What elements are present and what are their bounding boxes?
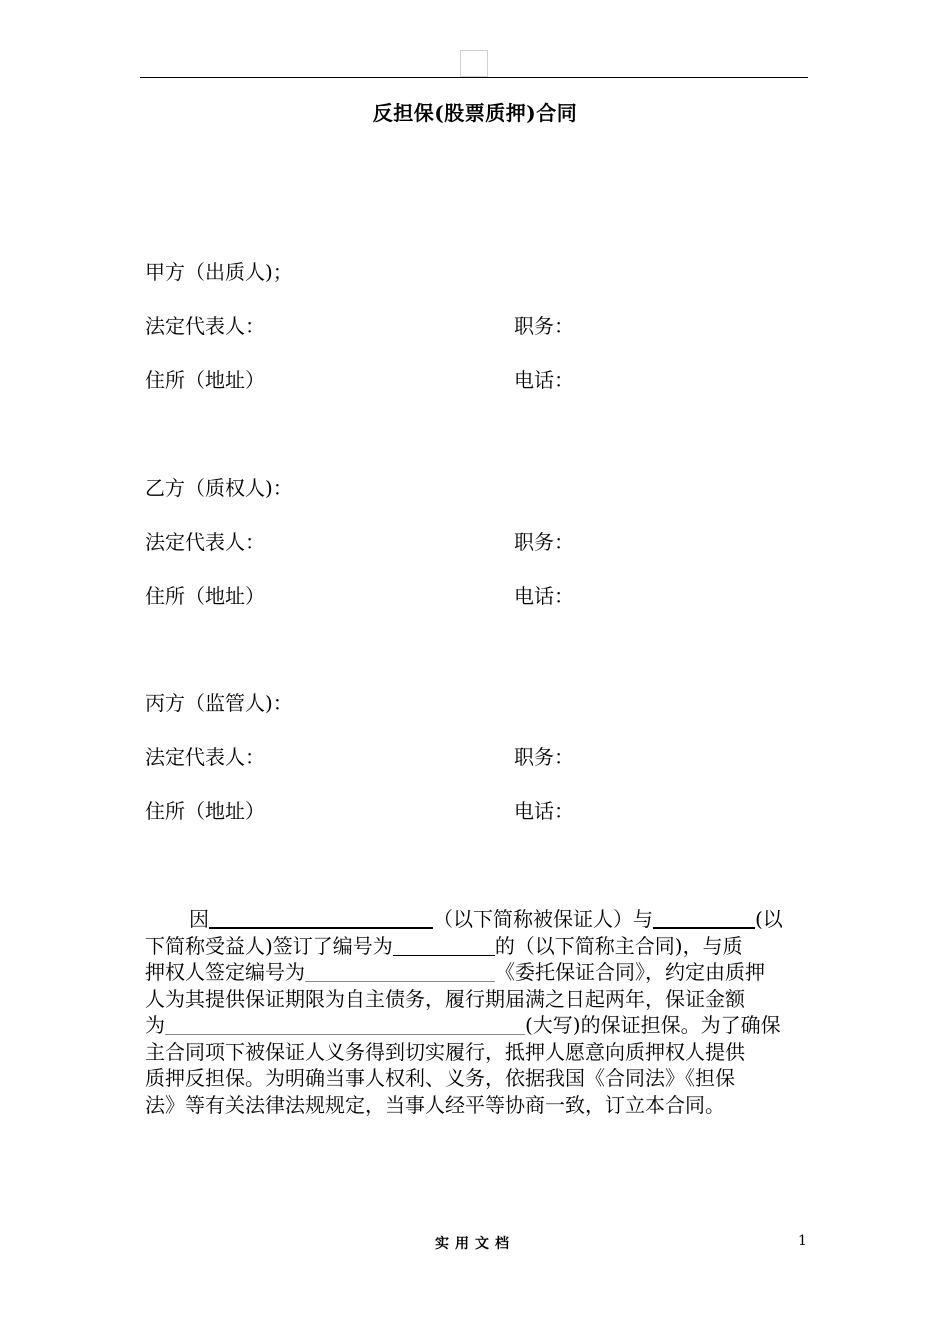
- preamble-text: 因: [189, 907, 209, 931]
- party-b-position-label: 职务：: [514, 530, 574, 554]
- preamble-line-1: [145, 905, 807, 933]
- page-number: 1: [798, 1233, 807, 1249]
- preamble-line-3: [145, 959, 807, 986]
- preamble-line-2: [145, 933, 807, 960]
- party-c-heading: 丙方（监管人)：: [145, 691, 293, 715]
- guarantee-party-blank: [209, 905, 433, 929]
- party-a-phone-label: 电话：: [514, 368, 574, 392]
- party-b-phone-label: 电话：: [514, 584, 574, 608]
- preamble-line-8: 法》等有关法律法规规定，当事人经平等协商一致，订立本合同。: [145, 1092, 725, 1117]
- party-b-heading: 乙方（质权人)：: [145, 476, 293, 500]
- party-c-address-label: 住所（地址）: [145, 799, 265, 823]
- party-c-phone-label: 电话：: [514, 799, 574, 823]
- preamble-text: 的（以下简称主合同)，与质: [494, 933, 743, 958]
- party-a-position-label: 职务：: [514, 314, 574, 338]
- party-b-rep-label: 法定代表人：: [145, 530, 265, 554]
- preamble-line-5: [145, 1012, 807, 1039]
- main-contract-number-blank: [393, 933, 495, 956]
- party-c-position-label: 职务：: [514, 745, 574, 769]
- preamble-line-7: 质押反担保。为明确当事人权利、义务，依据我国《合同法》《担保: [145, 1066, 735, 1090]
- preamble-text: 为: [145, 1013, 165, 1037]
- party-a-address-label: 住所（地址）: [145, 368, 265, 392]
- beneficiary-blank: [653, 905, 755, 929]
- header-placeholder-box: [460, 50, 488, 77]
- preamble-paragraph: [145, 905, 807, 1118]
- party-c-rep-label: 法定代表人：: [145, 745, 265, 769]
- guarantee-amount-blank: [165, 1012, 525, 1035]
- party-a-rep-label: 法定代表人：: [145, 314, 265, 338]
- preamble-line-6: 主合同项下被保证人义务得到切实履行，抵押人愿意向质押权人提供: [145, 1039, 745, 1064]
- document-title: 反担保(股票质押)合同: [372, 101, 578, 125]
- preamble-text: (以: [755, 907, 783, 931]
- preamble-text: (大写)的保证担保。为了确保: [525, 1013, 781, 1037]
- preamble-text: （以下简称被保证人）与: [433, 907, 653, 931]
- preamble-text: 押权人签定编号为: [145, 960, 305, 984]
- entrust-contract-number-blank: [305, 959, 495, 982]
- header-rule: [140, 77, 808, 78]
- preamble-text: 《委托保证合同》，约定由质押: [495, 960, 765, 984]
- footer-label: 实用文档: [435, 1236, 515, 1252]
- party-a-heading: 甲方（出质人)；: [145, 260, 293, 284]
- preamble-text: 下简称受益人)签订了编号为: [145, 933, 393, 958]
- preamble-line-4: 人为其提供保证期限为自主债务，履行期届满之日起两年，保证金额: [145, 986, 745, 1011]
- party-b-address-label: 住所（地址）: [145, 584, 265, 608]
